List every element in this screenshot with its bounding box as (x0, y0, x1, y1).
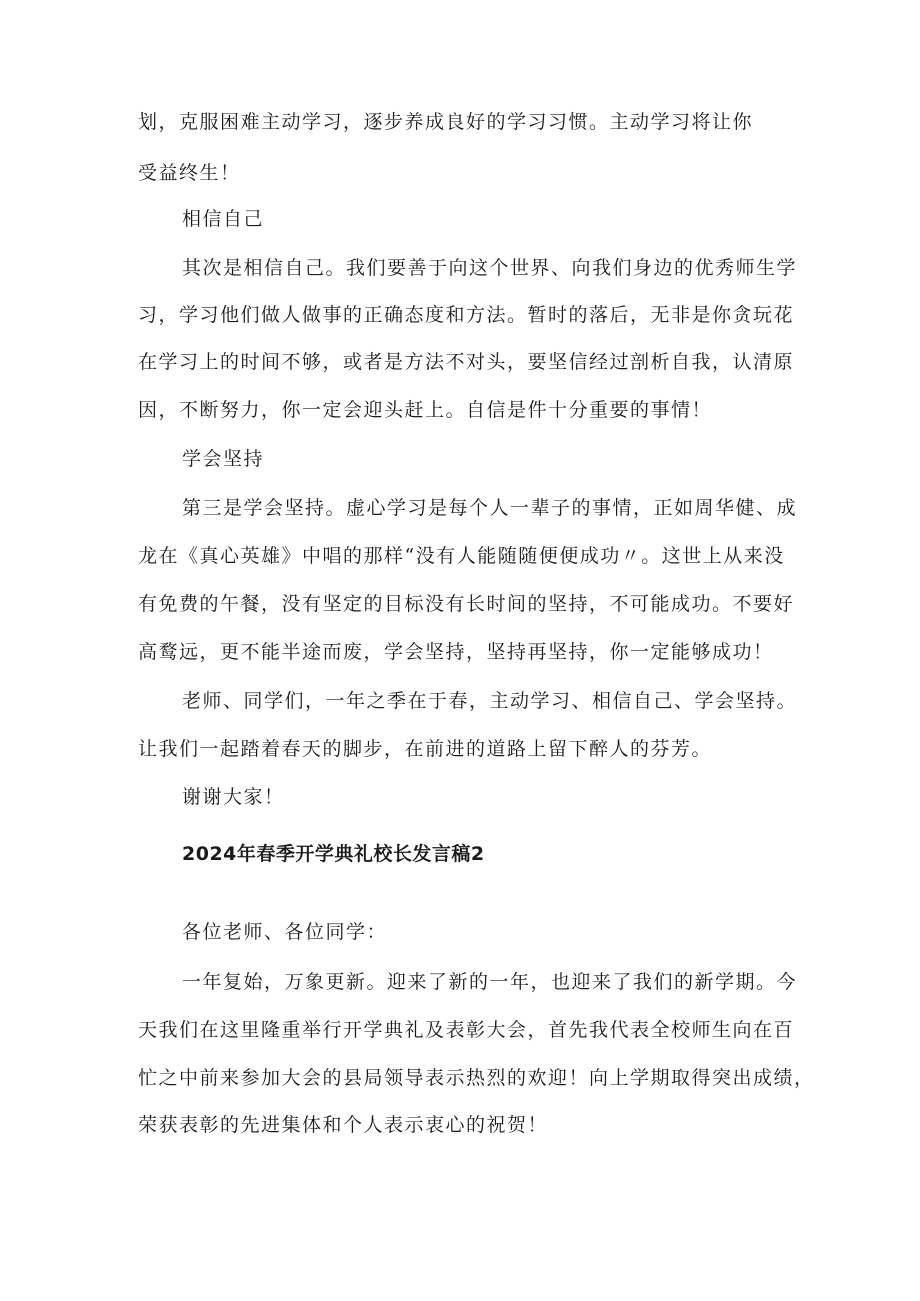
text-line: 一年复始，万象更新。迎来了新的一年，也迎来了我们的新学期。今 (182, 971, 798, 993)
text-line: 让我们一起踏着春天的脚步，在前进的道路上留下醉人的芬芳。 (138, 738, 713, 760)
text-line: 荣获表彰的先进集体和个人表示衷心的祝贺！ (138, 1114, 549, 1136)
text-line: 划，克服困难主动学习，逐步养成良好的学习习惯。主动学习将让你 (138, 111, 754, 133)
text-line: 龙在《真心英雄》中唱的那样“没有人能随随便便成功〃。这世上从来没 (138, 545, 785, 567)
section-title: 学会坚持 (182, 448, 265, 470)
text-line: 忙之中前来参加大会的县局领导表示热烈的欢迎！向上学期取得突出成绩， (138, 1067, 815, 1089)
text-line: 老师、同学们，一年之季在于春，主动学习、相信自己、学会坚持。 (182, 690, 798, 712)
text-line: 高鹜远，更不能半途而废，学会坚持，坚持再坚持，你一定能够成功！ (138, 641, 774, 663)
text-line: 第三是学会坚持。虚心学习是每个人一辈子的事情，正如周华健、成 (182, 497, 798, 519)
text-line: 谢谢大家！ (182, 786, 285, 808)
text-line: 其次是相信自己。我们要善于向这个世界、向我们身边的优秀师生学 (182, 257, 798, 279)
section-title: 相信自己 (182, 208, 265, 230)
text-line: 有免费的午餐，没有坚定的目标没有长时间的坚持，不可能成功。不要好 (138, 593, 795, 615)
document-heading: 2024年春季开学典礼校长发言稿2 (182, 843, 485, 865)
text-line: 在学习上的时间不够，或者是方法不对头，要坚信经过剖析自我，认清原 (138, 351, 795, 373)
text-line: 因，不断努力，你一定会迎头赶上。自信是件十分重要的事情！ (138, 399, 713, 421)
salutation: 各位老师、各位同学： (182, 921, 388, 943)
text-line: 受益终生！ (138, 162, 241, 184)
text-line: 习，学习他们做人做事的正确态度和方法。暂时的落后，无非是你贪玩花 (138, 304, 795, 326)
text-line: 天我们在这里隆重举行开学典礼及表彰大会，首先我代表全校师生向在百 (138, 1019, 795, 1041)
